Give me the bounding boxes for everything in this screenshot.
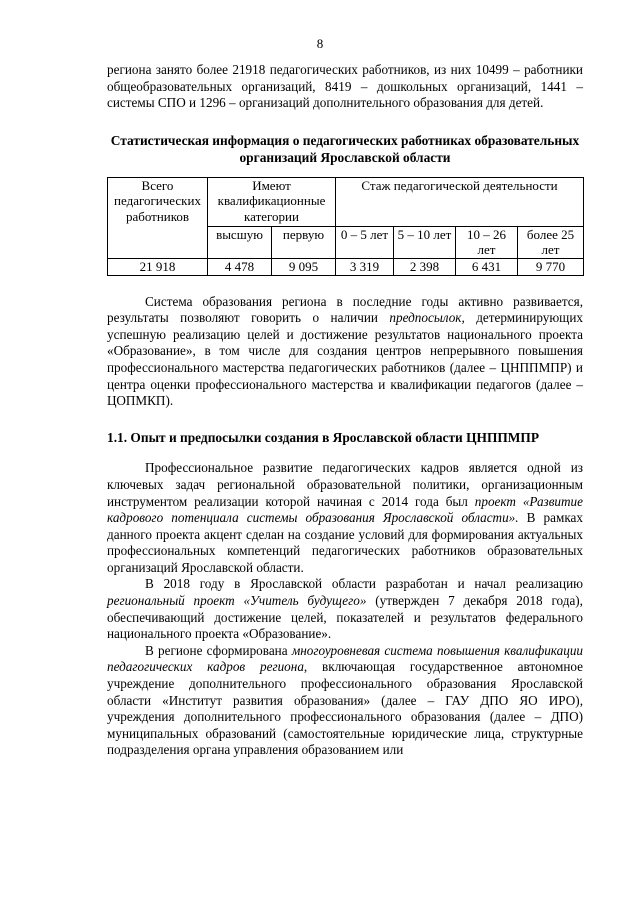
emphasis: предпосылок, <box>389 310 465 326</box>
cell-over-25: 9 770 <box>518 258 584 275</box>
paragraph-regional-project: В 2018 году в Ярославской области разработан и начал реализацию региональный проект «Учитель будущего» (утвержден 7 декабря 2018 года), обеспечивающий достижение целей, показателей и результатов федерального национального проекта «Образование». <box>107 576 583 642</box>
table-row <box>108 258 584 275</box>
section-heading: 1.1. Опыт и предпосылки создания в Ярославской области ЦНППМПР <box>107 429 540 445</box>
subheader-highest: высшую <box>208 226 272 258</box>
subheader-10-26: 10 – 26 лет <box>456 226 518 258</box>
statistics-table <box>107 177 584 276</box>
paragraph-prerequisites: Система образования региона в последние годы активно развивается, результаты позволяют говорить о наличии предпосылок, детерминирующих успешную реализацию целей и достижение результатов национального проекта «Образование», в том числе для создания центров непрерывного повышения профессионального мастерства педагогических работников (далее – ЦНППМПР) и центра оценки профессионального мастерства и квалификации педагогов (далее – ЦОПМКП). <box>107 293 583 409</box>
table-header-row <box>108 177 584 226</box>
cell-5-10: 2 398 <box>394 258 456 275</box>
header-experience: Стаж педагогической деятельности <box>336 177 584 226</box>
cell-highest: 4 478 <box>208 258 272 275</box>
header-total: Всего педагогических работников <box>108 177 208 258</box>
paragraph-multilevel-system: В регионе сформирована многоуровневая система повышения квалификации педагогических кадров региона, включающая государственное автономное учреждение дополнительного профессионального образования Ярославской области «Институт развития образования» (далее – ГАУ ДПО ЯО ИРО), учреждения дополнительного профессионального образования (далее – ДПО) муниципальных образований (самостоятельные юридические лица, структурные подразделения органа управления образованием или <box>107 642 584 758</box>
cell-first: 9 095 <box>272 258 336 275</box>
table-title: Статистическая информация о педагогических работниках образовательных организаций Ярославской области <box>110 132 580 165</box>
cell-total: 21 918 <box>108 258 208 275</box>
subheader-5-10: 5 – 10 лет <box>394 226 456 258</box>
page-content <box>107 62 583 759</box>
emphasis: многоуровневая система повышения квалификации педагогических кадров региона <box>107 642 584 675</box>
intro-paragraph: региона занято более 21918 педагогических работников, из них 10499 – работники общеобразовательных организаций, 8419 – дошкольных организаций, 1441 – системы СПО и 1296 – организаций дополнительного образования для детей. <box>107 62 583 111</box>
cell-10-26: 6 431 <box>456 258 518 275</box>
cell-0-5: 3 319 <box>336 258 394 275</box>
page-number: 8 <box>316 36 324 51</box>
emphasis: региональный проект «Учитель будущего» <box>107 593 367 609</box>
emphasis: проект «Развитие кадрового потенциала системы образования Ярославской области». <box>107 493 583 526</box>
subheader-over-25: более 25 лет <box>518 226 584 258</box>
paragraph-professional-development: Профессиональное развитие педагогических кадров является одной из ключевых задач региональной образовательной политики, организационным инструментом реализации которой начиная с 2014 года был проект «Развитие кадрового потенциала системы образования Ярославской области». В рамках данного проекта акцент сделан на создание условий для формирования актуальных профессиональных компетенций педагогических работников образовательных организаций Ярославской области. <box>107 460 583 575</box>
subheader-first: первую <box>272 226 336 258</box>
header-categories: Имеют квалификационные категории <box>208 177 336 226</box>
subheader-0-5: 0 – 5 лет <box>336 226 394 258</box>
